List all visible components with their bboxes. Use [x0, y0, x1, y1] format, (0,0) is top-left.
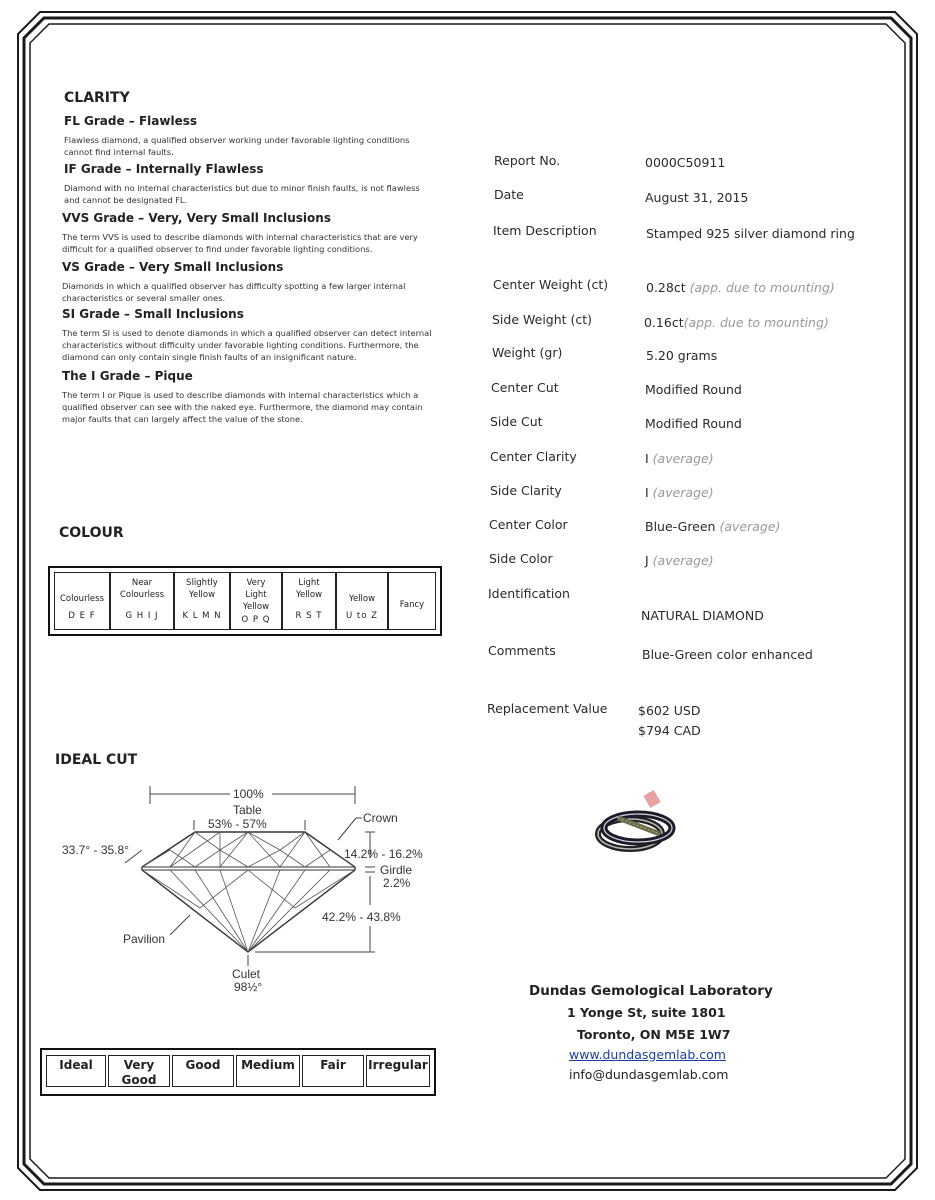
- culet-label: Culet: [232, 967, 261, 981]
- item-description-label: Item Description: [493, 223, 597, 238]
- side-color-label: Side Color: [489, 551, 553, 566]
- colour-cell-slightly-yellow: Slightly Yellow K L M N: [174, 572, 230, 630]
- grade-vvs-desc: The term VVS is used to describe diamonds with internal characteristics that are very difficult for a qualified observer to find under favorable lighting conditions.: [62, 232, 418, 254]
- side-cut-value: Modified Round: [645, 416, 742, 431]
- colour-cell-near-colourless: Near Colourless G H I J: [110, 572, 174, 630]
- colour-scale-table: [48, 566, 442, 636]
- cut-grade-ideal: Ideal: [46, 1055, 106, 1087]
- cut-grade-fair: Fair: [302, 1055, 364, 1087]
- comments-label: Comments: [488, 643, 556, 658]
- date-label: Date: [494, 187, 524, 202]
- grade-i-title: The I Grade – Pique: [62, 369, 193, 383]
- side-color-value: J (average): [645, 553, 714, 568]
- colour-cell-very-light-yellow: Very Light Yellow O P Q: [230, 572, 282, 630]
- colour-cell-yellow: Yellow U to Z: [336, 572, 388, 630]
- center-color-value: Blue-Green (average): [645, 519, 781, 534]
- width-label: 100%: [233, 787, 264, 801]
- identification-label: Identification: [488, 586, 570, 601]
- side-weight-value: 0.16ct(app. due to mounting): [644, 315, 829, 330]
- diamond-outline: [142, 832, 355, 952]
- culet-value-label: 98½°: [234, 980, 263, 994]
- grade-si-title: SI Grade – Small Inclusions: [62, 307, 244, 321]
- pavilion-label: Pavilion: [123, 932, 166, 946]
- cut-grade-irregular: Irregular: [366, 1055, 430, 1087]
- crown-angle-label: 33.7° - 35.8°: [62, 843, 129, 857]
- grade-i-desc: The term I or Pique is used to describe diamonds with internal characteristics which a qualified observer can see with the naked eye. Furthermore, the diamond may contain major faults that can largely affect the value of the stone.: [62, 390, 423, 424]
- ideal-cut-heading: IDEAL CUT: [55, 752, 138, 768]
- grade-if-title: IF Grade – Internally Flawless: [64, 162, 264, 176]
- center-clarity-label: Center Clarity: [490, 449, 577, 464]
- girdle-value-label: 2.2%: [383, 876, 411, 890]
- table-label: Table: [233, 803, 262, 817]
- table-range-label: 53% - 57%: [208, 817, 267, 831]
- diamond-cut-diagram: [50, 780, 450, 995]
- replacement-cad-value: $794 CAD: [638, 723, 701, 738]
- grade-si-desc: The term SI is used to denote diamonds in which a qualified observer can detect internal characteristics without difficulty under favorable lighting conditions. Furthermore, the diamond can only contain single finish faults of an insignificant nature.: [62, 328, 432, 362]
- grade-vs-title: VS Grade – Very Small Inclusions: [62, 260, 284, 274]
- replacement-usd-value: $602 USD: [638, 703, 701, 718]
- center-cut-value: Modified Round: [645, 382, 742, 397]
- clarity-heading: CLARITY: [64, 90, 130, 106]
- lab-name: Dundas Gemological Laboratory: [529, 983, 773, 999]
- lab-address-2: Toronto, ON M5E 1W7: [577, 1027, 731, 1042]
- colour-cell-fancy: Fancy: [388, 572, 436, 630]
- grade-if-desc: Diamond with no internal characteristics but due to minor finish faults, is not flawless and cannot be designated FL.: [64, 183, 420, 205]
- center-clarity-value: I (average): [645, 451, 714, 466]
- center-weight-label: Center Weight (ct): [493, 277, 609, 292]
- crown-height-label: 14.2% - 16.2%: [344, 847, 423, 861]
- pavilion-depth-label: 42.2% - 43.8%: [322, 910, 401, 924]
- colour-heading: COLOUR: [59, 525, 124, 541]
- colour-cell-light-yellow: Light Yellow R S T: [282, 572, 336, 630]
- center-color-label: Center Color: [489, 517, 568, 532]
- date-value: August 31, 2015: [645, 190, 749, 205]
- side-cut-label: Side Cut: [490, 414, 543, 429]
- cut-grade-good: Good: [172, 1055, 234, 1087]
- side-weight-label: Side Weight (ct): [492, 312, 593, 327]
- cut-grade-very-good: Very Good: [108, 1055, 170, 1087]
- grade-fl-desc: Flawless diamond, a qualified observer working under favorable lighting conditions cannot find internal faults.: [64, 135, 410, 157]
- grade-fl-title: FL Grade – Flawless: [64, 114, 198, 128]
- lab-address-1: 1 Yonge St, suite 1801: [567, 1005, 726, 1020]
- comments-value: Blue-Green color enhanced: [642, 647, 813, 662]
- cut-grade-table: [40, 1048, 436, 1096]
- weight-label: Weight (gr): [492, 345, 563, 360]
- report-no-value: 0000C50911: [645, 155, 726, 170]
- girdle-label: Girdle: [380, 863, 413, 877]
- side-clarity-label: Side Clarity: [490, 483, 562, 498]
- report-no-label: Report No.: [494, 153, 561, 168]
- side-clarity-value: I (average): [645, 485, 714, 500]
- grade-vvs-title: VVS Grade – Very, Very Small Inclusions: [62, 211, 331, 225]
- lab-email: info@dundasgemlab.com: [569, 1067, 729, 1082]
- lab-website-link[interactable]: www.dundasgemlab.com: [569, 1047, 726, 1062]
- cut-grade-medium: Medium: [236, 1055, 300, 1087]
- center-weight-value: 0.28ct (app. due to mounting): [646, 280, 835, 295]
- grade-vs-desc: Diamonds in which a qualified observer has difficulty spotting a few larger internal characteristics or several smaller ones.: [62, 281, 406, 303]
- identification-value: NATURAL DIAMOND: [641, 608, 764, 623]
- item-description-value: Stamped 925 silver diamond ring: [646, 226, 855, 241]
- crown-label: Crown: [363, 811, 398, 825]
- colour-cell-colourless: Colourless D E F: [54, 572, 110, 630]
- replacement-value-label: Replacement Value: [487, 701, 608, 716]
- weight-value: 5.20 grams: [646, 348, 718, 363]
- ring-photo: [588, 778, 688, 868]
- center-cut-label: Center Cut: [491, 380, 559, 395]
